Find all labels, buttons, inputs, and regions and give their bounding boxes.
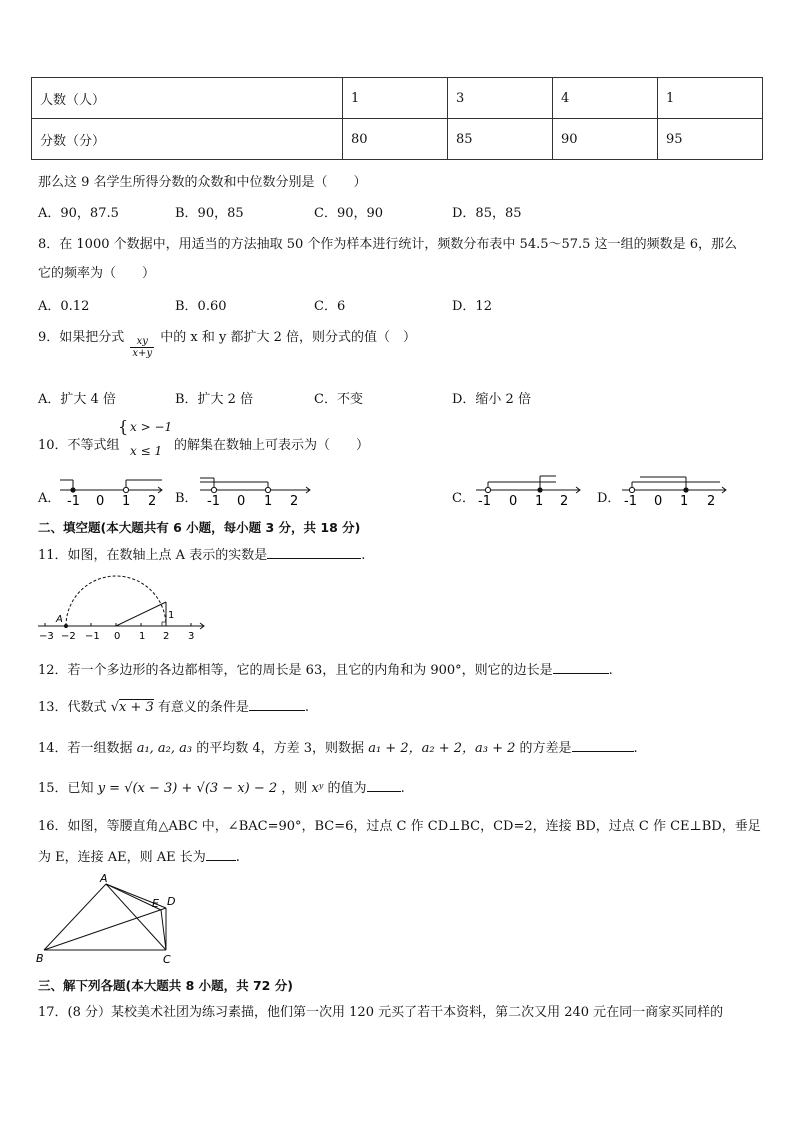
q10-option-d-label[interactable]: D．	[597, 491, 621, 506]
q9-option-a[interactable]: A．扩大 4 倍	[38, 392, 116, 407]
q9-option-d[interactable]: D．缩小 2 倍	[452, 392, 531, 407]
q14-mid: 的平均数 4，方差 3，则数据	[196, 741, 365, 756]
table-cell: 95	[658, 119, 763, 160]
q9-suffix: 中的 x 和 y 都扩大 2 倍，则分式的值（ ）	[160, 330, 416, 345]
q13-end: .	[304, 700, 310, 715]
tick-label: 0	[654, 494, 663, 509]
q12-end: .	[608, 663, 613, 678]
q7-option-b[interactable]: B．90，85	[175, 206, 244, 221]
vertex-label: D	[167, 895, 176, 908]
tick-label: 0	[237, 494, 246, 509]
vertex-label: A	[100, 872, 108, 885]
tick-label: 1	[122, 494, 131, 509]
q9-prefix: 9．如果把分式	[38, 330, 125, 345]
q13-prefix: 13．代数式	[38, 700, 107, 715]
q10-suffix: 的解集在数轴上可表示为（ ）	[174, 438, 370, 453]
q14-prefix: 14．若一组数据	[38, 741, 133, 756]
tick-label: 0	[96, 494, 105, 509]
table-row	[32, 119, 763, 160]
q15-end: .	[400, 781, 405, 796]
section-heading: 二、填空题(本大题共有 6 小题，每小题 3 分，共 18 分)	[38, 520, 361, 535]
q10-number-line-a[interactable]	[58, 474, 168, 508]
section-heading: 三、解下列各题(本大题共 8 小题，共 72 分)	[38, 978, 293, 993]
tick-label: 1	[680, 494, 689, 509]
solid-dot	[537, 487, 542, 492]
tick-label: 2	[707, 494, 716, 509]
q14-stem	[38, 737, 638, 756]
vertex-label: E	[152, 897, 159, 910]
q7-option-c[interactable]: C．90，90	[314, 206, 384, 221]
height-label: 1	[168, 610, 175, 621]
answer-blank[interactable]	[553, 659, 609, 674]
hollow-dot	[485, 487, 490, 492]
q10-number-line-b[interactable]	[198, 474, 316, 508]
q12-stem	[38, 659, 613, 678]
hollow-dot	[265, 487, 270, 492]
q11-text: 11．如图，在数轴上点 A 表示的实数是	[38, 548, 268, 563]
q10-option-c-label[interactable]: C．	[452, 491, 475, 506]
score-table	[31, 77, 763, 160]
table-cell: 90	[553, 119, 658, 160]
vertex-label: B	[36, 952, 44, 965]
table-cell: 80	[343, 119, 448, 160]
q10-condition-1: x > −1	[130, 420, 173, 434]
tick-label: -1	[67, 494, 80, 509]
tick-label: 2	[560, 494, 569, 509]
tick-label: −2	[61, 631, 76, 642]
tick-label: 1	[535, 494, 544, 509]
tick-label: 2	[148, 494, 157, 509]
q14-expression: a₁ + 2，a₂ + 2，a₃ + 2	[368, 741, 516, 756]
fraction-denominator: x+y	[132, 348, 153, 359]
tick-label: -1	[478, 494, 491, 509]
tick-label: −1	[85, 631, 100, 642]
vertex-label: C	[163, 953, 171, 966]
q11-stem	[38, 544, 365, 563]
sqrt-expression: √x + 3	[110, 700, 154, 715]
tick-label: 2	[290, 494, 299, 509]
q14-end: .	[633, 741, 638, 756]
tick-label: -1	[207, 494, 220, 509]
tick-label: 1	[139, 631, 146, 642]
solid-dot	[70, 487, 75, 492]
q8-option-b[interactable]: B．0.60	[175, 299, 227, 314]
answer-blank[interactable]	[249, 696, 305, 711]
q16-line2: 为 E，连接 AE，则 AE 长为	[38, 850, 206, 865]
q11-end: .	[361, 548, 366, 563]
q15-suffix: 的值为	[327, 781, 367, 796]
hollow-dot	[629, 487, 634, 492]
hollow-dot	[211, 487, 216, 492]
table-cell: 1	[658, 78, 763, 119]
q7-option-d[interactable]: D．85，85	[452, 206, 522, 221]
q9-stem	[38, 326, 416, 359]
tick-label: 1	[264, 494, 273, 509]
q16-triangle-figure	[36, 870, 186, 966]
row-label: 人数（人）	[32, 78, 343, 119]
table-row	[32, 78, 763, 119]
tick-label: −3	[39, 631, 54, 642]
q8-line1: 8．在 1000 个数据中，用适当的方法抽取 50 个作为样本进行统计，频数分布表中 54.5～57.5 这一组的频数是 6，那么	[38, 237, 737, 252]
answer-blank[interactable]	[572, 737, 634, 752]
brace-glyph: {	[118, 417, 129, 436]
tick-label: 3	[188, 631, 195, 642]
q7-stem: 那么这 9 名学生所得分数的众数和中位数分别是（ ）	[38, 175, 367, 190]
q15-expression: y = √(x − 3) + √(3 − x) − 2	[97, 781, 278, 796]
tick-label: -1	[624, 494, 637, 509]
q9-option-b[interactable]: B．扩大 2 倍	[175, 392, 254, 407]
answer-blank[interactable]	[267, 544, 361, 559]
q17-stem: 17．(8 分）某校美术社团为练习素描，他们第一次用 120 元买了若干本资料，第二次又用 240 元在同一商家买同样的	[38, 1005, 724, 1020]
solid-dot	[683, 487, 688, 492]
q12-text: 12．若一个多边形的各边都相等，它的周长是 63，且它的内角和为 900°，则它的边长是	[38, 663, 553, 678]
fraction-numerator: xy	[130, 336, 154, 348]
q10-condition-2: x ≤ 1	[130, 444, 163, 458]
q9-option-c[interactable]: C．不变	[314, 392, 363, 407]
tick-label: 0	[509, 494, 518, 509]
q8-line2: 它的频率为（ ）	[38, 266, 156, 281]
q16-end: .	[235, 850, 240, 865]
q13-stem	[38, 696, 309, 715]
hollow-dot	[123, 487, 128, 492]
q10-prefix: 10．不等式组	[38, 438, 120, 453]
q7-option-a[interactable]: A．90，87.5	[38, 206, 119, 221]
fraction	[130, 336, 154, 359]
radicand: x + 3	[118, 700, 154, 715]
q15-mid: ，则	[281, 781, 308, 796]
q13-suffix: 有意义的条件是	[157, 700, 249, 715]
tick-label: 2	[163, 631, 170, 642]
answer-blank[interactable]	[367, 777, 401, 792]
q16-line1: 16．如图，等腰直角△ABC 中，∠BAC=90°，BC=6，过点 C 作 CD⊥BC，CD=2，连接 BD，过点 C 作 CE⊥BD，垂足	[38, 819, 761, 834]
table-cell: 4	[553, 78, 658, 119]
q15-stem	[38, 777, 405, 796]
q10-number-line-c[interactable]	[474, 474, 586, 508]
answer-blank[interactable]	[206, 846, 236, 861]
tick-label: 0	[114, 631, 121, 642]
q14-suffix: 的方差是	[519, 741, 572, 756]
q11-number-line-figure	[36, 582, 212, 644]
q16-line2-wrap	[38, 846, 240, 865]
q14-data: a₁, a₂, a₃	[136, 741, 193, 756]
q15-prefix: 15．已知	[38, 781, 94, 796]
point-label: A	[56, 614, 63, 625]
q10-option-b-label[interactable]: B．	[175, 491, 198, 506]
q10-number-line-d[interactable]	[620, 474, 732, 508]
q8-option-a[interactable]: A．0.12	[38, 299, 90, 314]
q8-option-c[interactable]: C．6	[314, 299, 346, 314]
q15-power: xʸ	[311, 781, 324, 796]
q10-option-a-label[interactable]: A．	[38, 491, 61, 506]
q8-option-d[interactable]: D．12	[452, 299, 492, 314]
row-label: 分数（分）	[32, 119, 343, 160]
table-cell: 1	[343, 78, 448, 119]
table-cell: 85	[448, 119, 553, 160]
table-cell: 3	[448, 78, 553, 119]
